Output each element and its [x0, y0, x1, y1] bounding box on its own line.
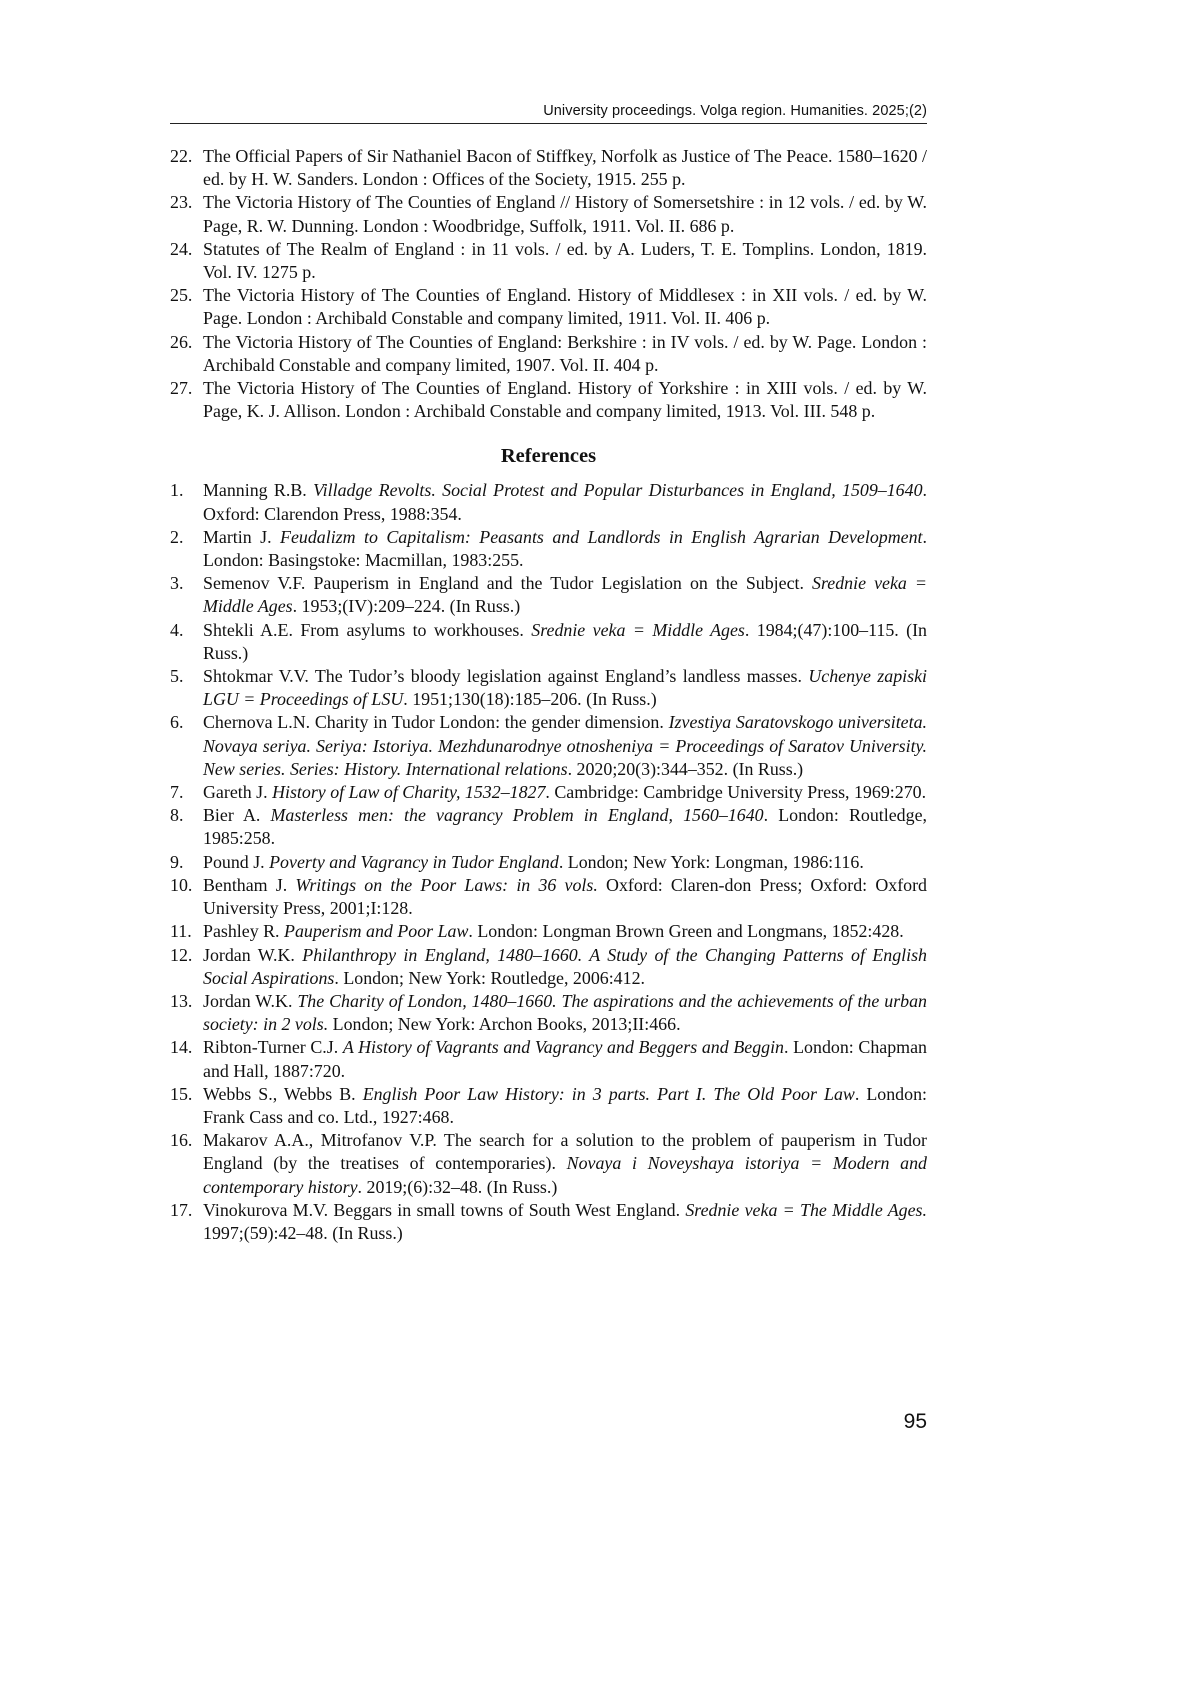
reference-text-segment: Vinokurova M.V. Beggars in small towns of South West England.	[203, 1199, 686, 1220]
source-item	[170, 331, 927, 377]
reference-number: 17.	[170, 1199, 193, 1220]
reference-item	[170, 1129, 927, 1199]
reference-item	[170, 804, 927, 850]
reference-text	[203, 284, 927, 330]
reference-text	[203, 711, 927, 781]
reference-title-italic: The Charity of London, 1480–1660. The aspirations and the achievements of the urban society: in 2 vols.	[203, 990, 927, 1035]
source-item	[170, 238, 927, 284]
reference-item	[170, 874, 927, 920]
reference-title-italic: Srednie veka = Middle Ages	[531, 619, 745, 640]
reference-text-segment: . 2019;(6):32–48. (In Russ.)	[357, 1176, 558, 1197]
reference-text	[203, 619, 927, 665]
reference-title-italic: Writings on the Poor Laws: in 36 vols.	[295, 874, 598, 895]
reference-text	[203, 1083, 927, 1129]
reference-item	[170, 944, 927, 990]
reference-number: 7.	[170, 782, 184, 803]
reference-text-segment: London; New York: Archon Books, 2013;II:466.	[328, 1014, 681, 1035]
reference-item	[170, 1199, 927, 1245]
reference-text	[203, 781, 927, 804]
reference-text	[203, 572, 927, 618]
reference-number: 15.	[170, 1083, 193, 1104]
reference-number: 10.	[170, 874, 193, 895]
reference-number: 9.	[170, 851, 184, 872]
reference-text-segment: . London; New York: Longman, 1986:116.	[558, 851, 864, 872]
reference-text-segment: Pound J.	[203, 851, 270, 872]
reference-title-italic: Srednie veka = The Middle Ages.	[685, 1199, 927, 1220]
reference-number: 5.	[170, 666, 184, 687]
reference-number: 12.	[170, 944, 193, 965]
reference-text-segment: Bentham J.	[203, 874, 296, 895]
source-item	[170, 145, 927, 191]
reference-text-segment: Gareth J.	[203, 782, 273, 803]
reference-text-segment: . London: Routledge, 1985:258.	[203, 805, 927, 849]
reference-text-segment: . 1953;(IV):209–224. (In Russ.)	[292, 596, 521, 617]
reference-number: 4.	[170, 619, 184, 640]
reference-text-segment: Ribton-Turner C.J.	[203, 1037, 343, 1058]
reference-item	[170, 619, 927, 665]
reference-text-segment: Webbs S., Webbs B.	[203, 1083, 363, 1104]
reference-item	[170, 711, 927, 781]
reference-text	[203, 851, 927, 874]
reference-title-italic: Feudalizm to Capitalism: Peasants and Landlords in English Agrarian Development	[280, 526, 923, 547]
source-item	[170, 191, 927, 237]
source-item	[170, 284, 927, 330]
reference-text-segment: Martin J.	[203, 526, 281, 547]
reference-title-italic: English Poor Law History: in 3 parts. Part I. The Old Poor Law	[362, 1083, 855, 1104]
reference-text-segment: . 1951;130(18):185–206. (In Russ.)	[403, 689, 657, 710]
reference-text-segment: Manning R.B.	[203, 480, 314, 501]
reference-text	[203, 479, 927, 525]
reference-text-segment: Shtekli A.E. From asylums to workhouses.	[203, 619, 532, 640]
reference-text	[203, 920, 927, 943]
reference-item	[170, 990, 927, 1036]
reference-number: 24.	[170, 238, 193, 259]
reference-text-segment: Oxford: Claren-don Press; Oxford: Oxford University Press, 2001;I:128.	[203, 874, 927, 919]
reference-text-segment: The Victoria History of The Counties of England. History of Yorkshire : in XIII vols. / ed. by W. Page, K. J. Allison. London : Archibald Constable and company limited, 1913. Vol. III. 548 p.	[203, 378, 927, 422]
reference-text	[203, 1199, 927, 1245]
reference-number: 13.	[170, 990, 193, 1011]
reference-text-segment: Semenov V.F. Pauperism in England and the Tudor Legislation on the Subject.	[203, 573, 813, 594]
reference-item	[170, 781, 927, 804]
reference-number: 27.	[170, 378, 193, 399]
reference-text	[203, 191, 927, 237]
reference-text-segment: The Official Papers of Sir Nathaniel Bacon of Stiffkey, Norfolk as Justice of The Peace. 1580–1620 / ed. by H. W. Sanders. London : Offices of the Society, 1915. 255 p.	[203, 146, 927, 190]
references-list	[170, 479, 927, 1245]
reference-text	[203, 665, 927, 711]
reference-text-segment: The Victoria History of The Counties of England: Berkshire : in IV vols. / ed. by W. Page. London : Archibald Constable and company limited, 1907. Vol. II. 404 p.	[203, 331, 927, 375]
reference-text-segment: Shtokmar V.V. The Tudor’s bloody legislation against England’s landless masses.	[203, 666, 809, 687]
reference-title-italic: Srednie veka = Middle Ages	[203, 573, 927, 617]
reference-text-segment: Bier A.	[203, 805, 271, 826]
reference-title-italic: Philanthropy in England, 1480–1660. A Study of the Changing Patterns of English Social Aspirations	[203, 944, 927, 988]
reference-number: 1.	[170, 480, 184, 501]
reference-text	[203, 874, 927, 920]
reference-text-segment: The Victoria History of The Counties of England. History of Middlesex : in XII vols. / ed. by W. Page. London : Archibald Constable and company limited, 1911. Vol. II. 406 p.	[203, 285, 927, 329]
source-item	[170, 377, 927, 423]
reference-item	[170, 851, 927, 874]
reference-text	[203, 804, 927, 850]
reference-item	[170, 920, 927, 943]
running-header: University proceedings. Volga region. Humanities. 2025;(2)	[170, 103, 927, 124]
reference-number: 2.	[170, 526, 184, 547]
reference-number: 25.	[170, 285, 193, 306]
reference-text-segment: . London: Frank Cass and co. Ltd., 1927:468.	[203, 1083, 927, 1127]
reference-text-segment: Makarov A.A., Mitrofanov V.P. The search for a solution to the problem of pauperism in Tudor England (by the treatises of contemporaries).	[203, 1130, 927, 1174]
reference-item	[170, 1083, 927, 1129]
reference-text-segment: . London: Longman Brown Green and Longmans, 1852:428.	[468, 921, 904, 942]
reference-title-italic: Uchenye zapiski LGU = Proceedings of LSU	[203, 666, 927, 710]
reference-item	[170, 479, 927, 525]
reference-text-segment: 1997;(59):42–48. (In Russ.)	[203, 1222, 403, 1243]
reference-title-italic: A History of Vagrants and Vagrancy and Beggers and Beggin	[342, 1037, 784, 1058]
reference-text-segment: Statutes of The Realm of England : in 11 vols. / ed. by A. Luders, T. E. Tomplins. London, 1819. Vol. IV. 1275 p.	[203, 238, 927, 283]
reference-text-segment: Jordan W.K.	[203, 990, 298, 1011]
reference-title-italic: Masterless men: the vagrancy Problem in England, 1560–1640	[270, 805, 764, 826]
reference-text	[203, 1036, 927, 1082]
reference-item	[170, 665, 927, 711]
reference-text	[203, 944, 927, 990]
reference-text	[203, 377, 927, 423]
reference-number: 16.	[170, 1130, 193, 1151]
reference-title-italic: Izvestiya Saratovskogo universiteta. Novaya seriya. Seriya: Istoriya. Mezhdunarodnye otnosheniya = Proceedings of Saratov University. New series. Series: History. International relations	[203, 712, 927, 779]
reference-text	[203, 1129, 927, 1199]
reference-number: 26.	[170, 331, 193, 352]
sources-list	[170, 145, 927, 423]
reference-title-italic: Pauperism and Poor Law	[284, 921, 469, 942]
page-number: 95	[903, 1410, 927, 1433]
reference-number: 23.	[170, 192, 193, 213]
reference-text-segment: . Oxford: Clarendon Press, 1988:354.	[203, 480, 927, 524]
reference-text-segment: . Cambridge: Cambridge University Press, 1969:270.	[545, 782, 927, 803]
reference-number: 14.	[170, 1037, 193, 1058]
reference-text-segment: . 1984;(47):100–115. (In Russ.)	[203, 619, 928, 663]
reference-text	[203, 145, 927, 191]
reference-title-italic: History of Law of Charity, 1532–1827	[272, 782, 546, 803]
reference-text-segment: . London: Chapman and Hall, 1887:720.	[203, 1037, 927, 1081]
reference-number: 11.	[170, 921, 192, 942]
reference-text-segment: . 2020;20(3):344–352. (In Russ.)	[567, 758, 804, 779]
reference-number: 6.	[170, 712, 184, 733]
reference-item	[170, 526, 927, 572]
reference-number: 3.	[170, 573, 184, 594]
reference-text-segment: . London: Basingstoke: Macmillan, 1983:255.	[203, 526, 927, 571]
reference-item	[170, 572, 927, 618]
reference-text-segment: Chernova L.N. Charity in Tudor London: the gender dimension.	[203, 712, 669, 733]
reference-title-italic: Villadge Revolts. Social Protest and Popular Disturbances in England, 1509–1640	[313, 480, 923, 501]
reference-title-italic: Poverty and Vagrancy in Tudor England	[269, 851, 559, 872]
reference-title-italic: Novaya i Noveyshaya istoriya = Modern and contemporary history	[203, 1153, 927, 1197]
reference-text-segment: Pashley R.	[203, 921, 285, 942]
reference-number: 22.	[170, 146, 193, 166]
references-heading: References	[500, 445, 597, 468]
reference-text-segment: . London; New York: Routledge, 2006:412.	[334, 967, 645, 988]
page-content	[170, 145, 927, 1245]
reference-text	[203, 238, 927, 284]
reference-text-segment: The Victoria History of The Counties of England // History of Somersetshire : in 12 vols. / ed. by W. Page, R. W. Dunning. London : Woodbridge, Suffolk, 1911. Vol. II. 686 p.	[203, 192, 927, 236]
reference-text	[203, 331, 927, 377]
reference-text	[203, 526, 927, 572]
reference-number: 8.	[170, 805, 184, 826]
reference-item	[170, 1036, 927, 1082]
reference-text	[203, 990, 927, 1036]
reference-text-segment: Jordan W.K.	[203, 944, 303, 965]
